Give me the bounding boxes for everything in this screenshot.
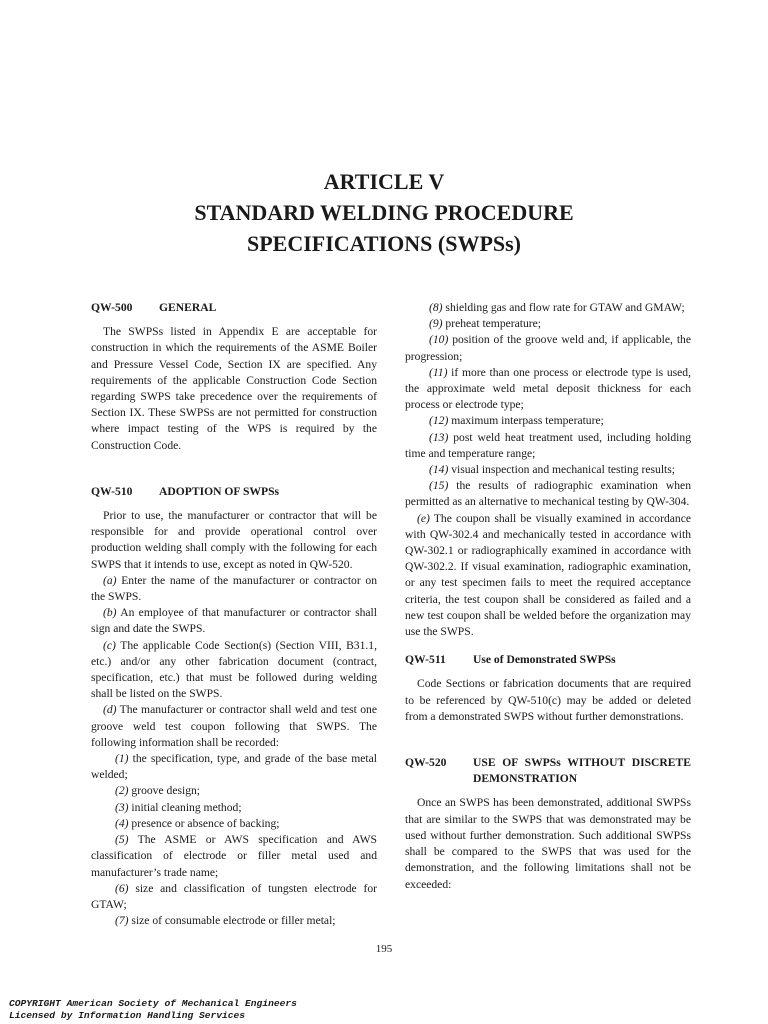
list-item: (14) visual inspection and mechanical testing results; [429, 463, 675, 477]
left-column [91, 300, 377, 929]
clause-label: (b) [103, 606, 117, 620]
clause-c [91, 638, 377, 703]
title-line-3: SPECIFICATIONS (SWPSs) [246, 231, 522, 256]
section-title: Use of Demonstrated SWPSs [473, 653, 616, 667]
section-number: QW-511 [405, 653, 446, 667]
clause-d [91, 702, 377, 751]
clause-label: (a) [103, 573, 117, 587]
title-line-1: ARTICLE V [323, 169, 445, 194]
paragraph: Prior to use, the manufacturer or contractor that will be responsible for and provide operational control over production welding shall comply with the following for each SWPS that it intends to use, except as noted in QW-520. [91, 509, 377, 571]
section-number: QW-520 [405, 756, 447, 770]
title-line-2: STANDARD WELDING PROCEDURE [194, 200, 574, 225]
list-item: (5) The ASME or AWS specification and AWS classification of electrode or filler metal used and manufacturer’s trade name; [91, 833, 377, 879]
list-item: (15) the results of radiographic examination when permitted as an alternative to mechanical testing by QW-304. [405, 479, 691, 509]
section-title: ADOPTION OF SWPSs [159, 484, 280, 498]
list-item: (11) if more than one process or electrode type is used, the approximate weld metal deposit thickness for each process or electrode type; [405, 365, 691, 412]
list-item: (8) shielding gas and flow rate for GTAW and GMAW; [429, 301, 685, 314]
clause-text: The manufacturer or contractor shall weld and test one groove weld test coupon following that SWPS. The following information shall be recorded: [91, 703, 377, 749]
list-item: (6) size and classification of tungsten electrode for GTAW; [91, 881, 377, 911]
clause-text: An employee of that manufacturer or contractor shall sign and date the SWPS. [91, 606, 377, 636]
clause-label: (c) [103, 638, 116, 652]
paragraph: The SWPSs listed in Appendix E are acceptable for construction in which the requirements of the ASME Boiler and Pressure Vessel Code, Section IX are specified. Any requirements of the applicable Construction Code Section regarding SWPS take precedence over the requirements of Section IX. These SWPSs are not permitted for construction where impact testing of the WPS is required by the Construction Code. [91, 325, 377, 452]
section-heading-qw520 [405, 755, 691, 787]
page-number: 195 [375, 943, 393, 955]
list-item: (4) presence or absence of backing; [115, 816, 280, 830]
right-column [405, 300, 691, 893]
clause-text: Enter the name of the manufacturer or contractor on the SWPS. [91, 573, 377, 604]
clause-text: The coupon shall be visually examined in accordance with QW-302.4 and mechanically tested in accordance with QW-302.1 or radiographically examined in accordance with QW-302.2. If visual examination, radiographic examination, or any test specimen fails to meet the required acceptance criteria, the test coupon shall be considered as failed and a new test coupon shall be welded before the organization may use the SWPS. [405, 511, 691, 639]
paragraph: Code Sections or fabrication documents that are required to be referenced by QW-510(c) may be added or deleted from a demonstrated SWPS without further demonstrations. [405, 677, 691, 723]
clause-label: (e) [417, 511, 430, 525]
list-item: (10) position of the groove weld and, if applicable, the progression; [405, 333, 691, 363]
clause-label: (d) [103, 703, 117, 717]
list-item: (2) groove design; [115, 784, 201, 798]
footer-line-2: Licensed by Information Handling Services [9, 1010, 246, 1021]
section-heading-qw510 [91, 484, 377, 500]
section-number: QW-500 [91, 301, 133, 314]
paragraph: Once an SWPS has been demonstrated, additional SWPSs that are similar to the SWPS that was demonstrated may be used without further demonstration. Such additional SWPSs shall be compared to the SWPS that was used for the demonstration, and the following limitations shall not be exceeded: [405, 796, 691, 891]
list-item: (12) maximum interpass temperature; [429, 414, 604, 428]
clause-a [91, 573, 377, 605]
article-title [0, 166, 768, 259]
list-item: (1) the specification, type, and grade of the base metal welded; [91, 752, 377, 782]
list-item: (7) size of consumable electrode or filler metal; [115, 914, 336, 928]
clause-text: The applicable Code Section(s) (Section VIII, B31.1, etc.) and/or any other fabrication document (contract, specification, etc.) that must be followed during welding shall be listed on the SWPS. [91, 638, 377, 701]
section-title: USE OF SWPSs WITHOUT DISCRETE DEMONSTRATION [473, 756, 691, 786]
clause-b [91, 605, 377, 637]
list-item: (13) post weld heat treatment used, including holding time and temperature range; [405, 430, 691, 460]
section-heading-qw500 [91, 300, 377, 316]
section-heading-qw511 [405, 652, 691, 668]
copyright-footer [9, 998, 297, 1022]
list-item: (3) initial cleaning method; [115, 800, 242, 814]
section-title: GENERAL [159, 301, 217, 314]
clause-e [405, 511, 691, 641]
footer-line-1: COPYRIGHT American Society of Mechanical Engineers [9, 998, 297, 1009]
section-number: QW-510 [91, 484, 133, 498]
list-item: (9) preheat temperature; [429, 317, 542, 331]
